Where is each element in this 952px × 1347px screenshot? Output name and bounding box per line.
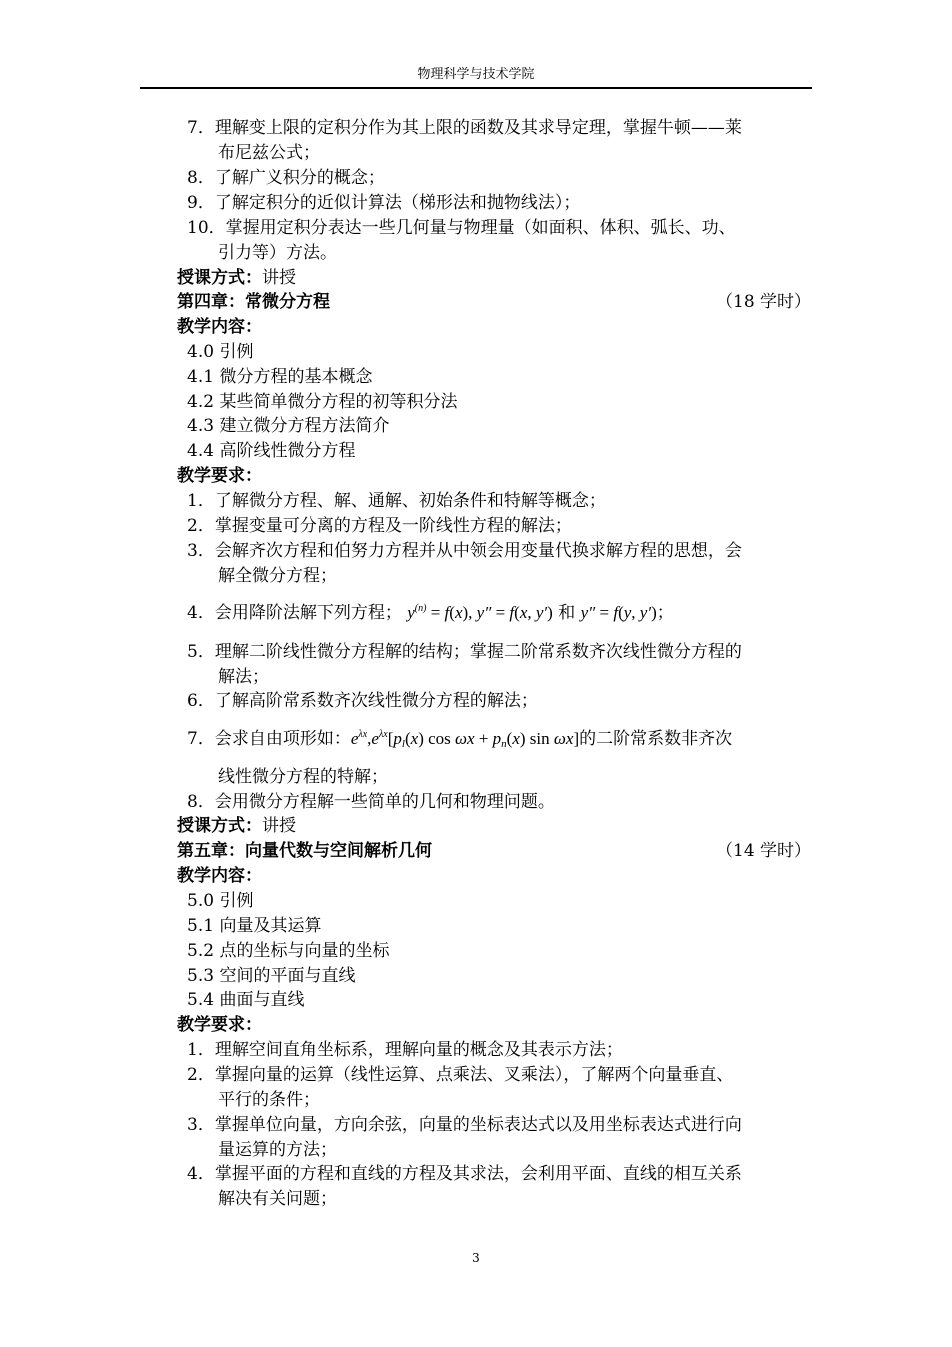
chapter4-requirement: 6．了解高阶常系数齐次线性微分方程的解法； bbox=[187, 691, 538, 711]
chapter4-requirement: 1．了解微分方程、解、通解、初始条件和特解等概念； bbox=[187, 491, 606, 511]
teaching-method-label: 授课方式： bbox=[177, 268, 262, 288]
chapter5-requirement: 2．掌握向量的运算（线性运算、点乘法、叉乘法），了解两个向量垂直、 bbox=[187, 1065, 734, 1085]
chapter5-content-item: 5.2 点的坐标与向量的坐标 bbox=[187, 941, 390, 961]
chapter4-requirement-formula: 7．会求自由项形如：$e^{\lambda x},e^{\lambda x}[p_l(x)$ $\cos \omega x + p_n(x)$ sin ωx]的二阶常系数非齐次 bbox=[187, 729, 733, 750]
page-header-title: 物理科学与技术学院 bbox=[417, 67, 535, 82]
header-divider bbox=[140, 87, 812, 89]
chapter4-content-item: 4.0 引例 bbox=[187, 342, 254, 362]
text-line: 9．了解定积分的近似计算法（梯形法和抛物线法）； bbox=[187, 193, 581, 213]
chapter4-content-item: 4.1 微分方程的基本概念 bbox=[187, 367, 373, 387]
chapter4-requirement: 2．掌握变量可分离的方程及一阶线性方程的解法； bbox=[187, 516, 572, 536]
chapter4-content-heading: 教学内容： bbox=[177, 317, 262, 337]
text-line: 7．理解变上限的定积分作为其上限的函数及其求导定理，掌握牛顿——莱 bbox=[187, 118, 742, 138]
chapter4-content-item: 4.4 高阶线性微分方程 bbox=[187, 441, 356, 461]
chapter5-requirement: 解决有关问题； bbox=[218, 1189, 337, 1209]
teaching-method-value: 讲授 bbox=[262, 268, 296, 288]
chapter5-content-heading: 教学内容： bbox=[177, 866, 262, 886]
chapter5-hours: （14 学时） bbox=[716, 841, 812, 861]
text-line: 引力等）方法。 bbox=[218, 243, 337, 263]
chapter5-requirement: 量运算的方法； bbox=[218, 1140, 337, 1160]
text-line: 布尼兹公式； bbox=[218, 143, 320, 163]
teaching-method-line bbox=[177, 267, 296, 289]
chapter5-requirements-heading: 教学要求： bbox=[177, 1015, 262, 1035]
chapter4-content-item: 4.3 建立微分方程方法简介 bbox=[187, 416, 390, 436]
chapter4-requirement: 线性微分方程的特解； bbox=[218, 767, 388, 787]
chapter4-requirement: 8．会用微分方程解一些简单的几何和物理问题。 bbox=[187, 792, 555, 812]
chapter5-content-item: 5.1 向量及其运算 bbox=[187, 916, 322, 936]
ode-formula-2: y″ = f(y, y′) bbox=[580, 603, 657, 622]
chapter5-content-item: 5.4 曲面与直线 bbox=[187, 990, 305, 1010]
text-line: 10．掌握用定积分表达一些几何量与物理量（如面积、体积、弧长、功、 bbox=[187, 218, 736, 238]
chapter5-requirement: 3．掌握单位向量，方向余弦，向量的坐标表达式以及用坐标表达式进行向 bbox=[187, 1115, 742, 1135]
chapter4-requirement: 解法； bbox=[218, 667, 269, 687]
text-line: 8．了解广义积分的概念； bbox=[187, 168, 385, 188]
chapter4-requirement: 5．理解二阶线性微分方程解的结构；掌握二阶常系数齐次线性微分方程的 bbox=[187, 642, 742, 662]
teaching-method-line bbox=[177, 815, 296, 837]
teaching-method-value: 讲授 bbox=[262, 816, 296, 836]
chapter4-requirement-formula: 4．会用降阶法解下列方程； $y^{(n)} = f(x)$, y″ = f(x, y′) 和 y″ = f(y, y′)； bbox=[187, 603, 674, 623]
page-number: 3 bbox=[472, 1251, 480, 1265]
chapter5-requirement: 4．掌握平面的方程和直线的方程及其求法，会利用平面、直线的相互关系 bbox=[187, 1164, 742, 1184]
chapter5-requirement: 平行的条件； bbox=[218, 1090, 320, 1110]
chapter4-title: 第四章：常微分方程 bbox=[177, 292, 330, 312]
ode-formula-1: $y^{(n)} = f(x)$, y″ = f(x, y′) bbox=[407, 603, 553, 622]
chapter4-content-item: 4.2 某些简单微分方程的初等积分法 bbox=[187, 392, 458, 412]
chapter4-hours: （18 学时） bbox=[716, 292, 812, 312]
chapter5-requirement: 1．理解空间直角坐标系，理解向量的概念及其表示方法； bbox=[187, 1040, 623, 1060]
chapter5-content-item: 5.3 空间的平面与直线 bbox=[187, 966, 356, 986]
chapter5-content-item: 5.0 引例 bbox=[187, 891, 254, 911]
free-term-formula: $e^{\lambda x},e^{\lambda x}[p_l(x)$ $\cos \omega x + p_n(x)$ sin ωx] bbox=[350, 729, 580, 750]
chapter5-title: 第五章：向量代数与空间解析几何 bbox=[177, 841, 432, 861]
chapter4-requirement: 解全微分方程； bbox=[218, 566, 337, 586]
chapter4-requirement: 3．会解齐次方程和伯努力方程并从中领会用变量代换求解方程的思想，会 bbox=[187, 541, 742, 561]
chapter4-requirements-heading: 教学要求： bbox=[177, 466, 262, 486]
teaching-method-label: 授课方式： bbox=[177, 816, 262, 836]
